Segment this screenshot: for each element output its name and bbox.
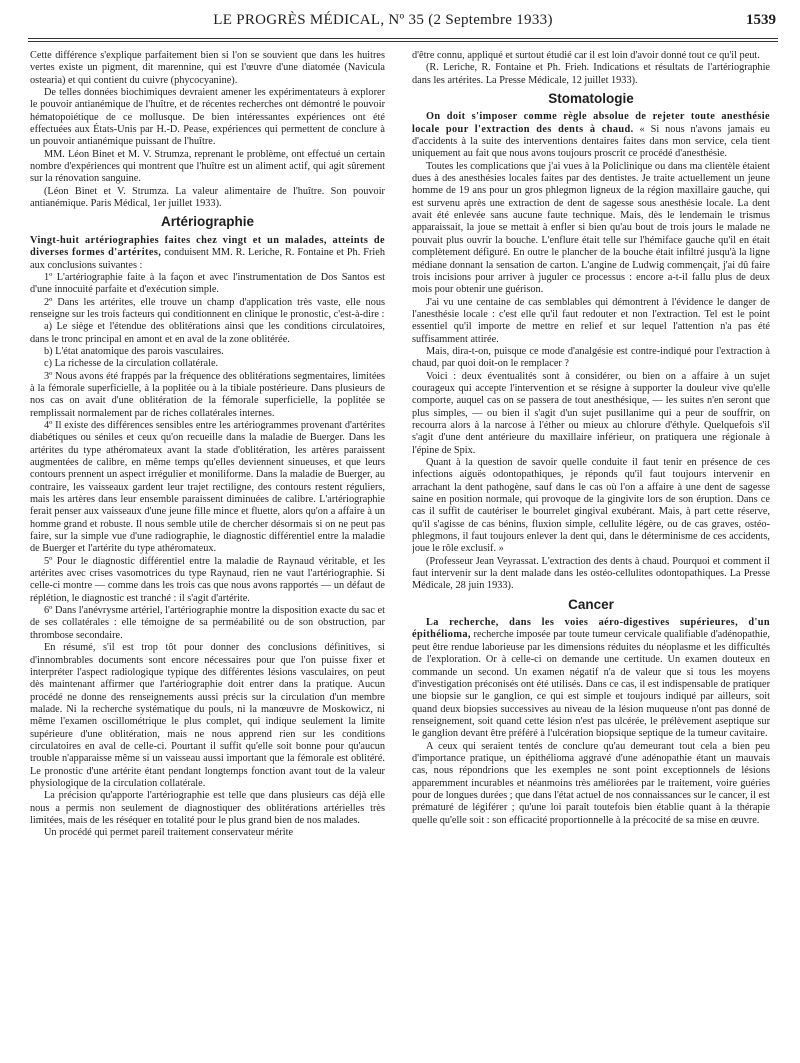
paragraph: J'ai vu une centaine de cas semblables qui démontrent à l'évidence le danger de l'anesthésie locale : c'est elle qu'il faut redouter et non l'extraction. Tel est le point essentiel qu'il importe de mettre en relief et sur lequel l'attention n'a pas été suffisamment attirée. (412, 296, 770, 345)
journal-title: LE PROGRÈS MÉDICAL, Nº 35 (2 Septembre 1933) (213, 12, 553, 28)
lead-paragraph (412, 111, 770, 160)
lead-text: Vingt-huit artériographies faites chez vingt et un malades, atteints de diverses formes d'artérites, (30, 234, 385, 259)
citation: (Professeur Jean Veyrassat. L'extraction des dents à chaud. Pourquoi et comment il faut intervenir sur la dent malade dans les ostéo-cellulites odontopathiques. La Presse Médicale, 28 juin 1933). (412, 555, 770, 592)
lead-rest: « Si nous n'avons jamais eu d'accidents à la suite des interventions dentaires faites dans mon service, cela tient uniquement au fait que nous avons toujours proscrit ce procédé d'anesthésie. (412, 123, 770, 160)
section-title-cancer: Cancer (568, 596, 614, 612)
header-rule-double (28, 41, 778, 42)
paragraph: Un procédé qui permet pareil traitement conservateur mérite (44, 827, 294, 839)
paragraph: a) Le siège et l'étendue des oblitérations ainsi que les conditions circulatoires, dans le tronc principal en amont et en aval de la zone oblitérée. (30, 321, 385, 345)
paragraph: 6º Dans l'anévrysme artériel, l'artériographie montre la disposition exacte du sac et de ses collatérales : elle témoigne de sa perméabilité ou de son obstruction, par thrombose secondaire. (30, 605, 385, 641)
citation: (R. Leriche, R. Fontaine et Ph. Frieh. Indications et résultats de l'artériographie dans les artérites. La Presse Médicale, 12 juillet 1933). (412, 62, 770, 86)
section-title-arteriographie: Artériographie (160, 214, 255, 230)
paragraph: 2º Dans les artérites, elle trouve un champ d'application très vaste, elle nous renseigne sur les trois facteurs qui conditionnent en clinique le pronostic, c'est-à-dire : (30, 296, 385, 320)
paragraph: 3º Nous avons été frappés par la fréquence des oblitérations segmentaires, limitées à la fémorale superficielle, à la poplitée ou à la tibiale postérieure. Dans plusieurs de nos cas on avait d'une oblitération de la fémorale superficielle, la poplitée se remplissait normalement par de riches collatérales internes. (30, 370, 385, 419)
paragraph: Mais, dira-t-on, puisque ce mode d'analgésie est contre-indiqué pour l'extraction à chaud, par quoi doit-on le remplacer ? (412, 345, 770, 370)
paragraph: MM. Léon Binet et M. V. Strumza, reprenant le problème, ont effectué un certain nombre d'expériences qui montrent que l'huître est un aliment actif, qui agit sûrement sur la rénovation sanguine. (30, 148, 385, 185)
right-column (412, 50, 770, 1055)
paragraph: d'être connu, appliqué et surtout étudié car il est loin d'avoir donné tout ce qu'il peut. (412, 50, 760, 61)
paragraph: 5º Pour le diagnostic différentiel entre la maladie de Raynaud véritable, et les artérites avec crises vasomotrices du type Raynaud, rien ne vaut l'artériographie. Si celle-ci montre — comme dans les trois cas que nous avons rapportés — un défaut de réplétion, le diagnostic est tranché : il s'agit d'artérite. (30, 555, 385, 604)
paragraph: De telles données biochimiques devraient amener les expérimentateurs à explorer le pouvoir antianémique de l'huître, et de récentes recherches ont démontré le pouvoir hématopoiétique de ce mollusque. De bien intéressantes expériences ont été effectuées aux États-Unis par H.-D. Pease, expériences qui permettent de conclure à un pouvoir antianémique puissant de l'huître. (30, 87, 385, 148)
lead-text: On doit s'imposer comme règle absolue de rejeter toute anesthésie locale pour l'extraction des dents à chaud. (412, 111, 770, 135)
lead-paragraph (30, 235, 385, 272)
lead-rest: conduisent MM. R. Leriche, R. Fontaine et Ph. Frieh aux conclusions suivantes : (30, 247, 385, 271)
paragraph: b) L'état anatomique des parois vasculaires. (44, 345, 224, 357)
paragraph: La précision qu'apporte l'artériographie est telle que dans plusieurs cas déjà elle nous a permis non seulement de diagnostiquer des oblitérations artérielles très limitées, mais de les réséquer en totalité pour le plus grand bien de nos malades. (30, 790, 385, 826)
paragraph: Cette différence s'explique parfaitement bien si l'on se souvient que dans les huitres vertes existe un pigment, dit marennine, qui est l'œuvre d'une diatomée (Navicula ostearia) et qui contient du cuivre (phycocyanine). (30, 50, 385, 86)
page-number: 1539 (746, 12, 776, 28)
paragraph: c) La richesse de la circulation collatérale. (44, 358, 219, 370)
running-header (20, 12, 776, 38)
paragraph: 4º Il existe des différences sensibles entre les artériogrammes provenant d'artérites diabétiques ou séniles et ceux qu'on recueille dans la maladie de Buerger. Dans les artérites du type athéromateux avant la stade d'oblitération, les artères paraissent augmentées de calibre, en même temps qu'elles deviennent sinueuses, et que leurs contours prennent un aspect irrégulier et moniliforme. Dans la maladie de Buerger, au contraire, les vaisseaux gardent leur trajet rectiligne, des contours restent réguliers, mais les artères dans leur ensemble paraissent diminuées de calibre. L'artériographie ferait penser aux vaisseaux d'une jeune fille mince et fluette, alors qu'on a affaire à un homme grand et robuste. Il nous semble utile de chercher désormais si on ne peut pas faire, sur la simple vue d'une radiographie, le diagnostic différentiel entre la maladie de Buerger et l'artérite du type athéromateux. (30, 419, 385, 555)
lead-paragraph (412, 617, 770, 740)
paragraph: Quant à la question de savoir quelle conduite il faut tenir en présence de ces infections aiguës odontopathiques, je réponds qu'il faut toujours intervenir en arrachant la dent pathogène, sauf dans le cas où l'on a affaire à une dent de sagesse saine en position normale, qui provoque de la gingivite lors de son éruption. Dans ce cas il suffit de cautériser le bourrelet gingival exubérant. Mais, à part cette réserve, qu'il s'agisse de cas bénins, fluxion simple, cellulite légère, ou de cas graves, ostéo-phlegmons, il faut toujours enlever la dent qui, dans le déterminisme de ces accidents, joue le rôle exclusif. » (412, 457, 770, 555)
section-title-stomatologie: Stomatologie (548, 91, 634, 107)
lead-rest: recherche imposée par toute tumeur cervicale qualifiable d'adénopathie, peut être rendue laborieuse par les dimensions réduites du néoplasme et les difficultés de l'exploration. Or à celle-ci on demande une certitude. Un examen douteux en commande un second. Un examen négatif n'a de valeur que si tous les moyens d'investigation préconisés ont été utilisés. Dans ce cas, il est indispensable de pratiquer une biopsie sur le ganglion, ce qui est simple et toujours indiqué par ailleurs, soit quand deux biopsies successives au niveau de la lésion muqueuse n'ont pas donné de renseignement, soit quand cette lésion n'est pas ulcérée, le prélèvement aseptique sur le ganglion devant être préféré à l'ulcération biopsique septique de la tumeur cavitaire. (412, 629, 770, 740)
lead-text: La recherche, dans les voies aéro-digestives supérieures, d'un épithélioma, (412, 617, 770, 641)
paragraph: 1º L'artériographie faite à la façon et avec l'instrumentation de Dos Santos est d'une innocuité parfaite et d'exécution simple. (30, 271, 385, 296)
header-rule (28, 38, 778, 39)
paragraph: A ceux qui seraient tentés de conclure qu'au demeurant tout cela a bien peu d'importance pratique, un épithélioma aggravé d'une adénopathie étant un mauvais cas, nous répondrions que les exemples ne sont point exceptionnels de lésions apparemment incurables et néanmoins très améliorées par le traitement, voire guéries pour de longues durées ; que dans l'état actuel de nos connaissances sur le cancer, il est prématuré de légiférer ; qu'une loi paraît toutefois bien établie quant à la thérapie quelle qu'elle soit : son efficacité proportionnelle à la précocité de sa mise en œuvre. (412, 740, 770, 826)
paragraph: Voici : deux éventualités sont à considérer, ou bien on a affaire à un sujet courageux qui accepte l'intervention et se résigne à supporter la douleur vive qu'elle comporte, auquel cas on se passera de tout anesthésique, — les suites n'en seront que plus simples, — ou bien il s'agit d'un sujet pusillanime qui a peur de souffrir, on recourra alors à la narcose à l'éther ou mieux au chlorure d'éthyle. Quelquefois s'il s'agit d'une dent antérieure du maxillaire inférieur, on pratiquera une régionale à l'épine de Spix. (412, 370, 770, 456)
left-column (30, 50, 385, 1055)
paragraph: En résumé, s'il est trop tôt pour donner des conclusions définitives, si d'innombrables documents sont encore nécessaires pour que l'on puisse fixer et interpréter l'aspect radiologique typique des différentes lésions vasculaires, on peut dès maintenant affirmer que l'artériographie doit entrer dans la pratique. Aucun procédé ne donne des renseignements aussi précis sur la circulation d'un membre malade. Ni la recherche systématique du pouls, ni la manœuvre de Moskowicz, ni même l'examen oscillométrique le plus complet, qui indique seulement la limite supérieure d'une oblitération, mais ne nous apprend rien sur les conditions circulatoires en aval de celle-ci. Pourtant il suffit qu'elle soit bonne pour qu'aucun trouble n'apparaisse même si un vaisseau aussi important que la fémorale est oblitéré. Le pronostic d'une artérite étant pendant longtemps fonction avant tout de la valeur physiologique de la circulation collatérale. (30, 642, 385, 789)
paragraph: Toutes les complications que j'ai vues à la Policlinique ou dans ma clientèle étaient dues à des anesthésies locales faites par des dentistes. Je traite actuellement un jeune homme de 19 ans pour un gros phlegmon ligneux de la région maxillaire gauche, qui est survenu après une extraction de dent de sagesse sous anesthésie locale. La dent avait été enlevée sans aucune faute technique. Mais, dès le lendemain le trismus apparaissait, la joue se mettait à enfler si bien qu'au bout de trois jours le malade ne pouvait plus ouvrir la bouche. L'enflure était telle sur l'hémiface gauche qu'il en était complètement défiguré. En outre le plancher de la bouche était infiltré jusqu'à la ligne médiane donnant la sensation de carton. L'angine de Ludwig commençait, j'ai dû faire trois incisions pour arriver à juguler ce processus : encore a-t-il fallu plus de deux mois pour obtenir une guérison. (412, 160, 770, 296)
citation: (Léon Binet et V. Strumza. La valeur alimentaire de l'huître. Son pouvoir antianémique. Paris Médical, 1er juillet 1933). (30, 185, 385, 210)
